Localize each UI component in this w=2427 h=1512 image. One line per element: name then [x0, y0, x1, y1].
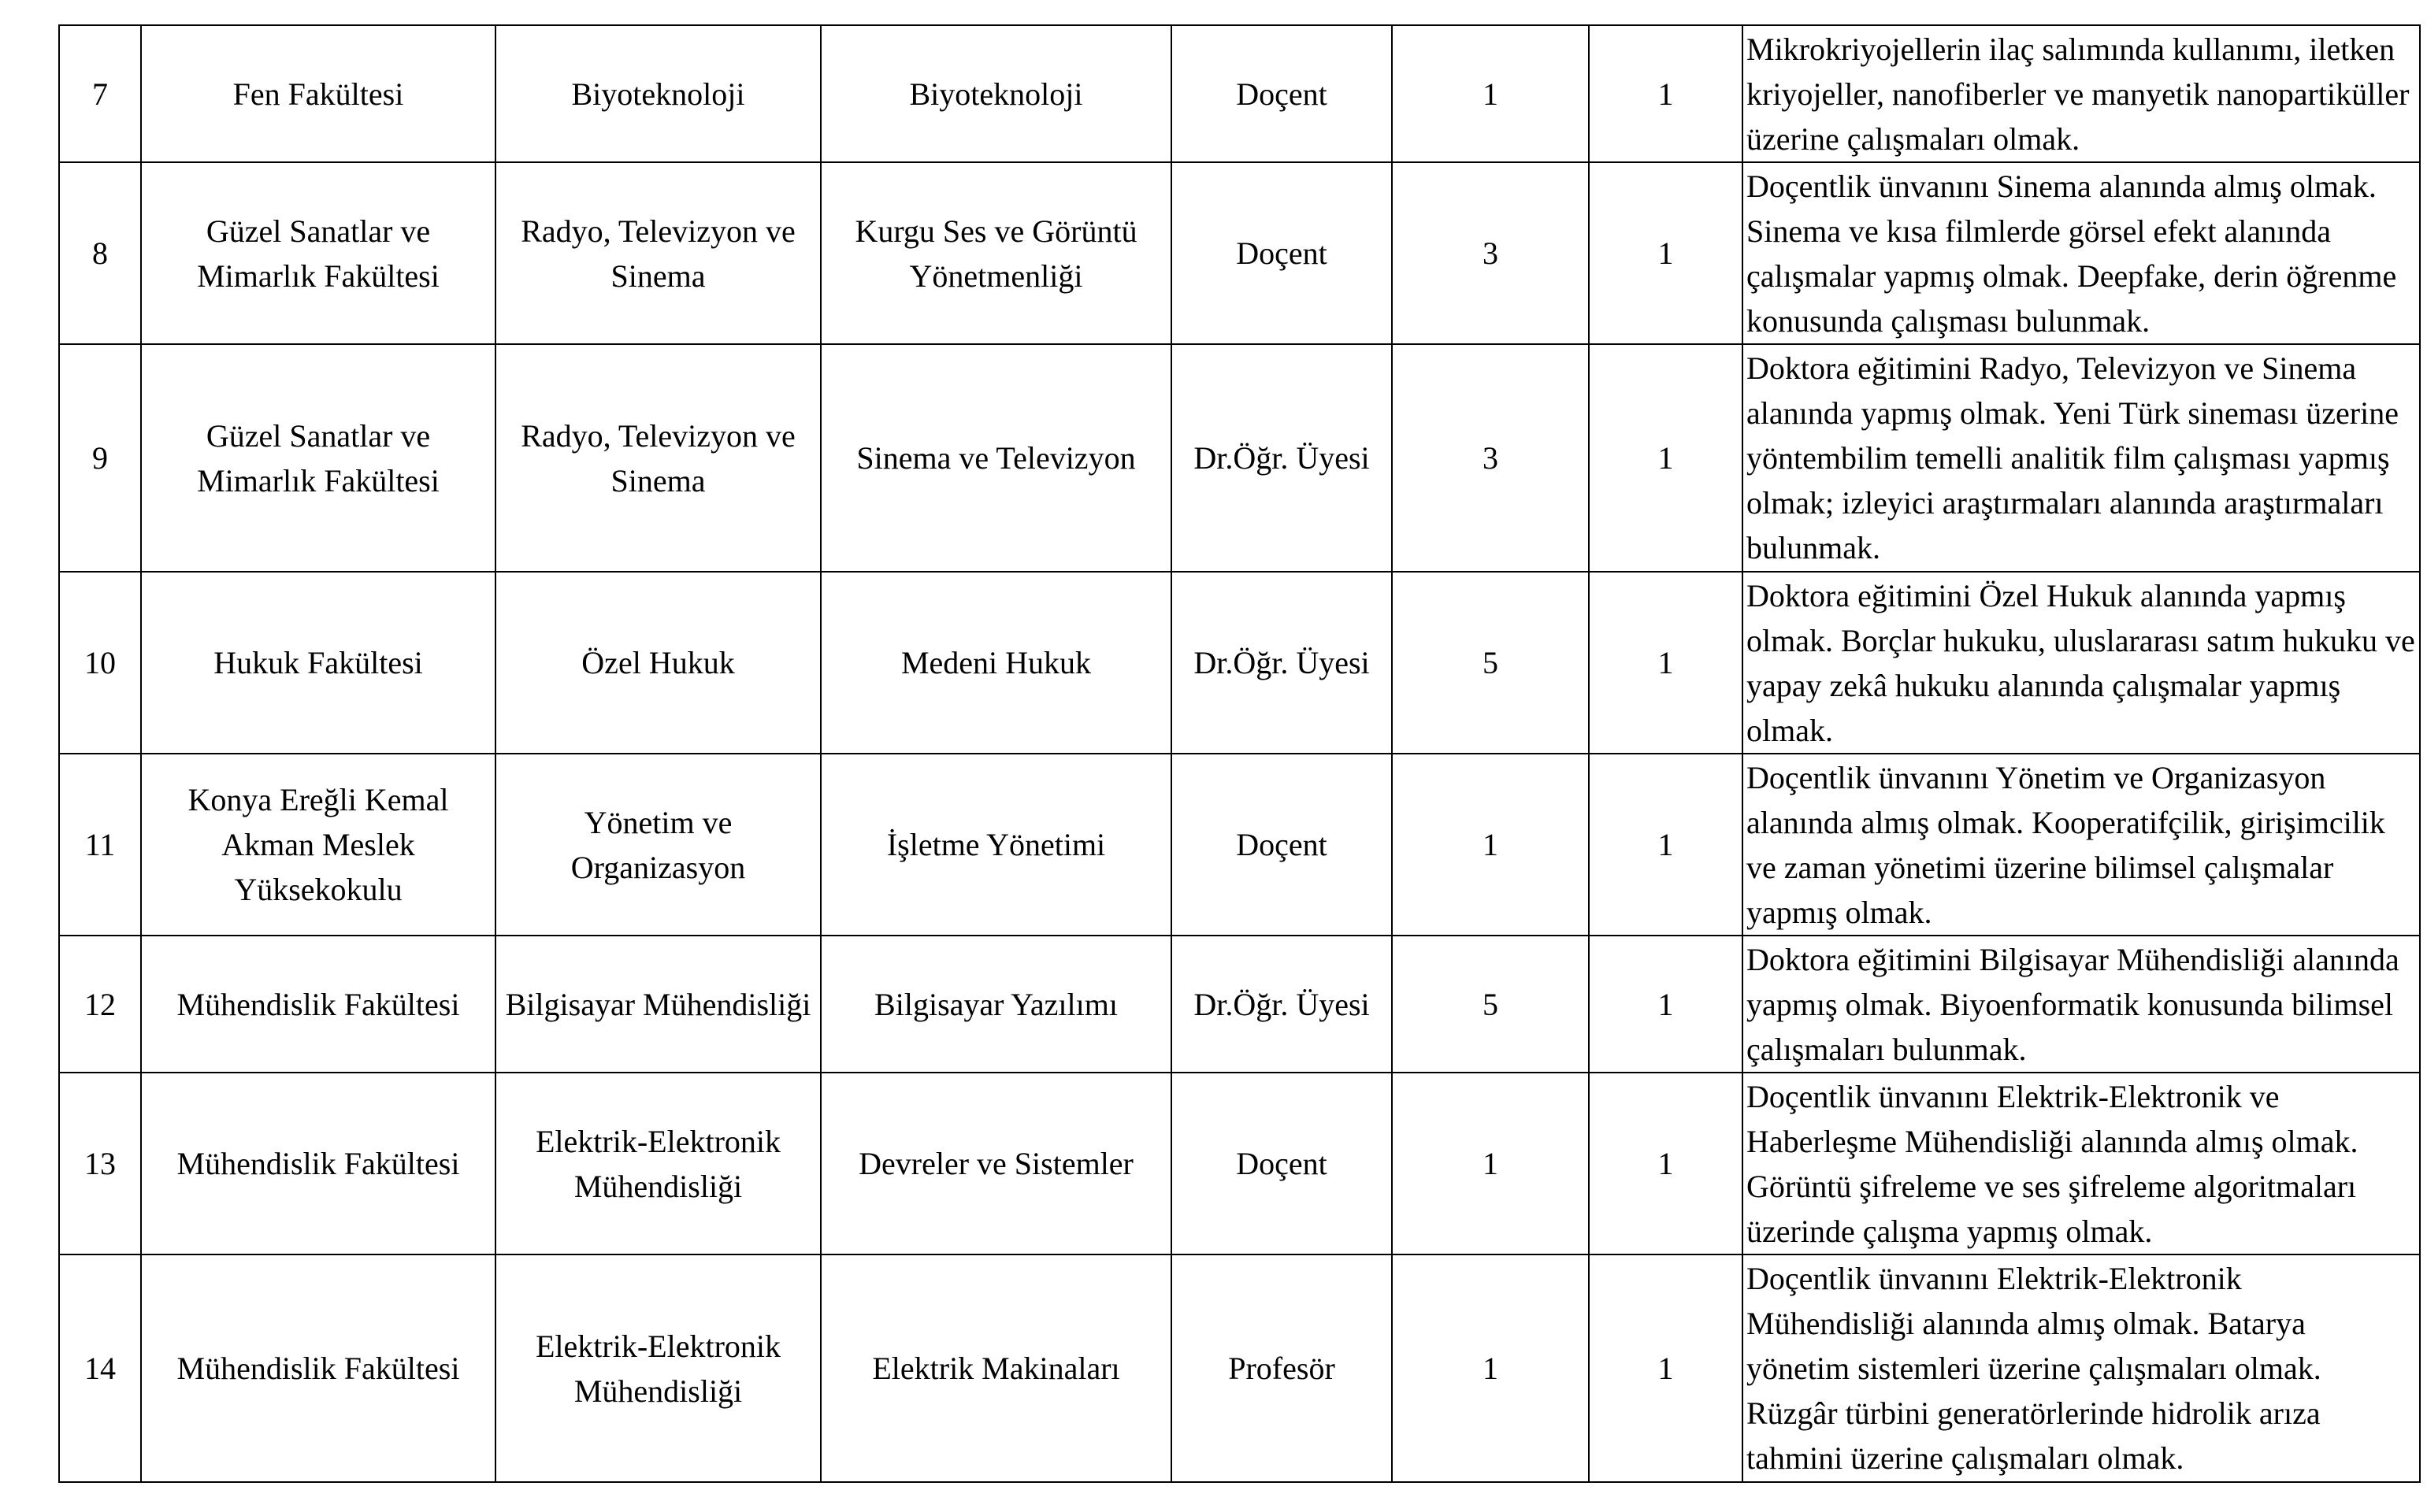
row-number: 14 [59, 1254, 141, 1482]
field-cell: Medeni Hukuk [821, 572, 1171, 754]
title-cell: Profesör [1171, 1254, 1392, 1482]
count-cell: 1 [1589, 754, 1742, 936]
title-cell: Doçent [1171, 1073, 1392, 1254]
field-cell: Bilgisayar Yazılımı [821, 936, 1171, 1073]
row-number: 8 [59, 162, 141, 344]
field-cell: Kurgu Ses ve Görüntü Yönetmenliği [821, 162, 1171, 344]
department-cell: Elektrik-Elektronik Mühendisliği [495, 1254, 821, 1482]
title-cell: Dr.Öğr. Üyesi [1171, 344, 1392, 572]
department-cell: Bilgisayar Mühendisliği [495, 936, 821, 1073]
table-row [59, 1254, 2420, 1482]
count-cell: 1 [1589, 1254, 1742, 1482]
count-cell: 1 [1589, 936, 1742, 1073]
title-cell: Doçent [1171, 162, 1392, 344]
level-cell: 3 [1392, 162, 1589, 344]
requirements-cell: Doçentlik ünvanını Yönetim ve Organizasyon alanında almış olmak. Kooperatifçilik, girişimcilik ve zaman yönetimi üzerine bilimsel çalışmalar yapmış olmak. [1742, 754, 2420, 936]
table-row [59, 572, 2420, 754]
requirements-cell: Doçentlik ünvanını Elektrik-Elektronik ve Haberleşme Mühendisliği alanında almış olmak. Görüntü şifreleme ve ses şifreleme algoritmaları üzerinde çalışma yapmış olmak. [1742, 1073, 2420, 1254]
faculty-cell: Güzel Sanatlar ve Mimarlık Fakültesi [141, 162, 495, 344]
level-cell: 1 [1392, 25, 1589, 162]
count-cell: 1 [1589, 162, 1742, 344]
department-cell: Elektrik-Elektronik Mühendisliği [495, 1073, 821, 1254]
title-cell: Dr.Öğr. Üyesi [1171, 936, 1392, 1073]
count-cell: 1 [1589, 572, 1742, 754]
level-cell: 5 [1392, 936, 1589, 1073]
field-cell: Elektrik Makinaları [821, 1254, 1171, 1482]
department-cell: Özel Hukuk [495, 572, 821, 754]
count-cell: 1 [1589, 344, 1742, 572]
level-cell: 5 [1392, 572, 1589, 754]
count-cell: 1 [1589, 1073, 1742, 1254]
faculty-cell: Güzel Sanatlar ve Mimarlık Fakültesi [141, 344, 495, 572]
level-cell: 3 [1392, 344, 1589, 572]
department-cell: Yönetim ve Organizasyon [495, 754, 821, 936]
row-number: 12 [59, 936, 141, 1073]
field-cell: İşletme Yönetimi [821, 754, 1171, 936]
table-row [59, 162, 2420, 344]
table-row [59, 936, 2420, 1073]
faculty-cell: Hukuk Fakültesi [141, 572, 495, 754]
requirements-cell: Mikrokriyojellerin ilaç salımında kullanımı, iletken kriyojeller, nanofiberler ve manyetik nanopartiküller üzerine çalışmaları olmak. [1742, 25, 2420, 162]
faculty-cell: Mühendislik Fakültesi [141, 936, 495, 1073]
row-number: 7 [59, 25, 141, 162]
level-cell: 1 [1392, 1073, 1589, 1254]
field-cell: Devreler ve Sistemler [821, 1073, 1171, 1254]
requirements-cell: Doktora eğitimini Bilgisayar Mühendisliği alanında yapmış olmak. Biyoenformatik konusunda bilimsel çalışmaları bulunmak. [1742, 936, 2420, 1073]
field-cell: Sinema ve Televizyon [821, 344, 1171, 572]
level-cell: 1 [1392, 1254, 1589, 1482]
table-row [59, 25, 2420, 162]
faculty-cell: Mühendislik Fakültesi [141, 1254, 495, 1482]
position-table [58, 24, 2421, 1483]
title-cell: Doçent [1171, 754, 1392, 936]
row-number: 11 [59, 754, 141, 936]
requirements-cell: Doçentlik ünvanını Sinema alanında almış olmak. Sinema ve kısa filmlerde görsel efekt alanında çalışmalar yapmış olmak. Deepfake, derin öğrenme konusunda çalışması bulunmak. [1742, 162, 2420, 344]
level-cell: 1 [1392, 754, 1589, 936]
table-row [59, 344, 2420, 572]
title-cell: Dr.Öğr. Üyesi [1171, 572, 1392, 754]
count-cell: 1 [1589, 25, 1742, 162]
department-cell: Biyoteknoloji [495, 25, 821, 162]
table-row [59, 754, 2420, 936]
row-number: 13 [59, 1073, 141, 1254]
field-cell: Biyoteknoloji [821, 25, 1171, 162]
requirements-cell: Doçentlik ünvanını Elektrik-Elektronik Mühendisliği alanında almış olmak. Batarya yönetim sistemleri üzerine çalışmaları olmak. Rüzgâr türbini generatörlerinde hidrolik arıza tahmini üzerine çalışmaları olmak. [1742, 1254, 2420, 1482]
title-cell: Doçent [1171, 25, 1392, 162]
row-number: 9 [59, 344, 141, 572]
department-cell: Radyo, Televizyon ve Sinema [495, 344, 821, 572]
faculty-cell: Fen Fakültesi [141, 25, 495, 162]
faculty-cell: Mühendislik Fakültesi [141, 1073, 495, 1254]
requirements-cell: Doktora eğitimini Radyo, Televizyon ve Sinema alanında yapmış olmak. Yeni Türk sineması üzerine yöntembilim temelli analitik film çalışması yapmış olmak; izleyici araştırmaları alanında araştırmaları bulunmak. [1742, 344, 2420, 572]
faculty-cell: Konya Ereğli Kemal Akman Meslek Yüksekokulu [141, 754, 495, 936]
row-number: 10 [59, 572, 141, 754]
requirements-cell: Doktora eğitimini Özel Hukuk alanında yapmış olmak. Borçlar hukuku, uluslararası satım hukuku ve yapay zekâ hukuku alanında çalışmalar yapmış olmak. [1742, 572, 2420, 754]
department-cell: Radyo, Televizyon ve Sinema [495, 162, 821, 344]
table-row [59, 1073, 2420, 1254]
